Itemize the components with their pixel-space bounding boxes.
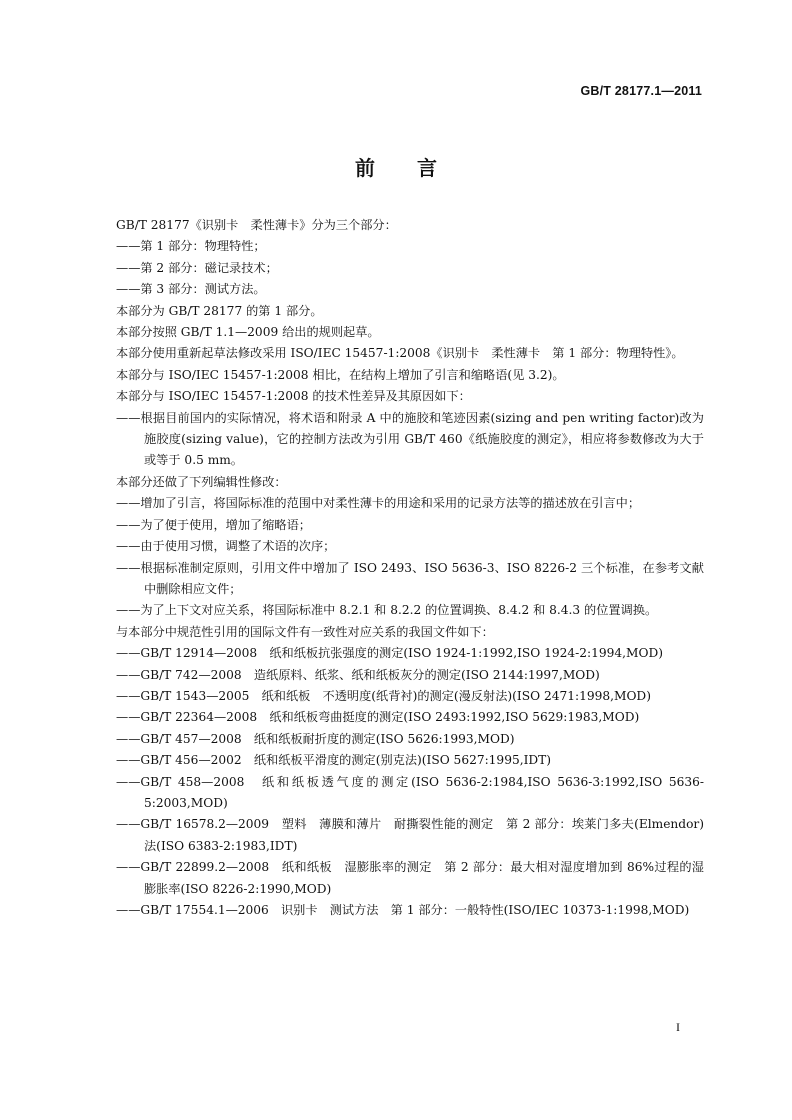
list-item: ——GB/T 742—2008 造纸原料、纸浆、纸和纸板灰分的测定(ISO 2144:1997,MOD) [116,667,600,682]
title-char: 前 [355,156,375,180]
list-item: ——GB/T 458—2008 纸和纸板透气度的测定(ISO 5636-2:1984,ISO 5636-3:1992,ISO 5636-5:2003,MOD) [116,774,704,810]
list-item: ——增加了引言，将国际标准的范围中对柔性薄卡的用途和采用的记录方法等的描述放在引言中； [116,496,641,511]
title-char: 言 [417,156,437,180]
list-item: ——第 2 部分：磁记录技术； [116,260,278,275]
standard-code: GB/T 28177.1—2011 [580,84,702,98]
list-item: ——GB/T 457—2008 纸和纸板耐折度的测定(ISO 5626:1993,MOD) [116,731,515,746]
list-item: ——第 1 部分：物理特性； [116,239,266,254]
paragraph: 本部分与 ISO/IEC 15457-1:2008 相比，在结构上增加了引言和缩略语(见 3.2)。 [116,367,565,382]
list-item: ——GB/T 12914—2008 纸和纸板抗张强度的测定(ISO 1924-1:1992,ISO 1924-2:1994,MOD) [116,646,663,661]
list-item: ——根据目前国内的实际情况，将术语和附录 A 中的施胶和笔迹因素(sizing and pen writing factor)改为施胶度(sizing value)，它的控制方法改为引用 GB/T 460《纸施胶度的测定》，相应将参数修改为大于或等于 0.5 mm。 [116,410,704,468]
list-item: ——根据标准制定原则，引用文件中增加了 ISO 2493、ISO 5636-3、ISO 8226-2 三个标准，在参考文献中删除相应文件； [116,560,704,596]
paragraph: 与本部分中规范性引用的国际文件有一致性对应关系的我国文件如下： [116,624,494,639]
paragraph: 本部分与 ISO/IEC 15457-1:2008 的技术性差异及其原因如下： [116,389,471,404]
list-item: ——GB/T 16578.2—2009 塑料 薄膜和薄片 耐撕裂性能的测定 第 2 部分：埃莱门多夫(Elmendor)法(ISO 6383-2:1983,IDT) [116,817,704,853]
paragraph: 本部分为 GB/T 28177 的第 1 部分。 [116,303,323,318]
list-item: ——GB/T 1543—2005 纸和纸板 不透明度(纸背衬)的测定(漫反射法)(ISO 2471:1998,MOD) [116,688,651,703]
list-item: ——GB/T 456—2002 纸和纸板平滑度的测定(别克法)(ISO 5627:1995,IDT) [116,753,552,768]
paragraph: 本部分按照 GB/T 1.1—2009 给出的规则起草。 [116,325,380,340]
preface-body [92,215,704,921]
page-title [0,152,792,181]
list-item: ——为了便于使用，增加了缩略语； [116,517,311,532]
paragraph: GB/T 28177《识别卡 柔性薄卡》分为三个部分： [116,218,397,232]
paragraph: 本部分还做了下列编辑性修改： [116,474,287,489]
list-item: ——GB/T 17554.1—2006 识别卡 测试方法 第 1 部分：一般特性(ISO/IEC 10373-1:1998,MOD) [116,903,690,917]
paragraph: 本部分使用重新起草法修改采用 ISO/IEC 15457-1:2008《识别卡 柔性薄卡 第 1 部分：物理特性》。 [116,346,684,361]
page-number: I [676,1020,680,1034]
list-item: ——第 3 部分：测试方法。 [116,282,266,297]
list-item: ——GB/T 22899.2—2008 纸和纸板 湿膨胀率的测定 第 2 部分：最大相对湿度增加到 86%过程的湿膨胀率(ISO 8226-2:1990,MOD) [116,860,704,896]
list-item: ——为了上下文对应关系，将国际标准中 8.2.1 和 8.2.2 的位置调换、8.4.2 和 8.4.3 的位置调换。 [116,603,658,618]
list-item: ——由于使用习惯，调整了术语的次序； [116,539,336,554]
list-item: ——GB/T 22364—2008 纸和纸板弯曲挺度的测定(ISO 2493:1992,ISO 5629:1983,MOD) [116,710,640,725]
